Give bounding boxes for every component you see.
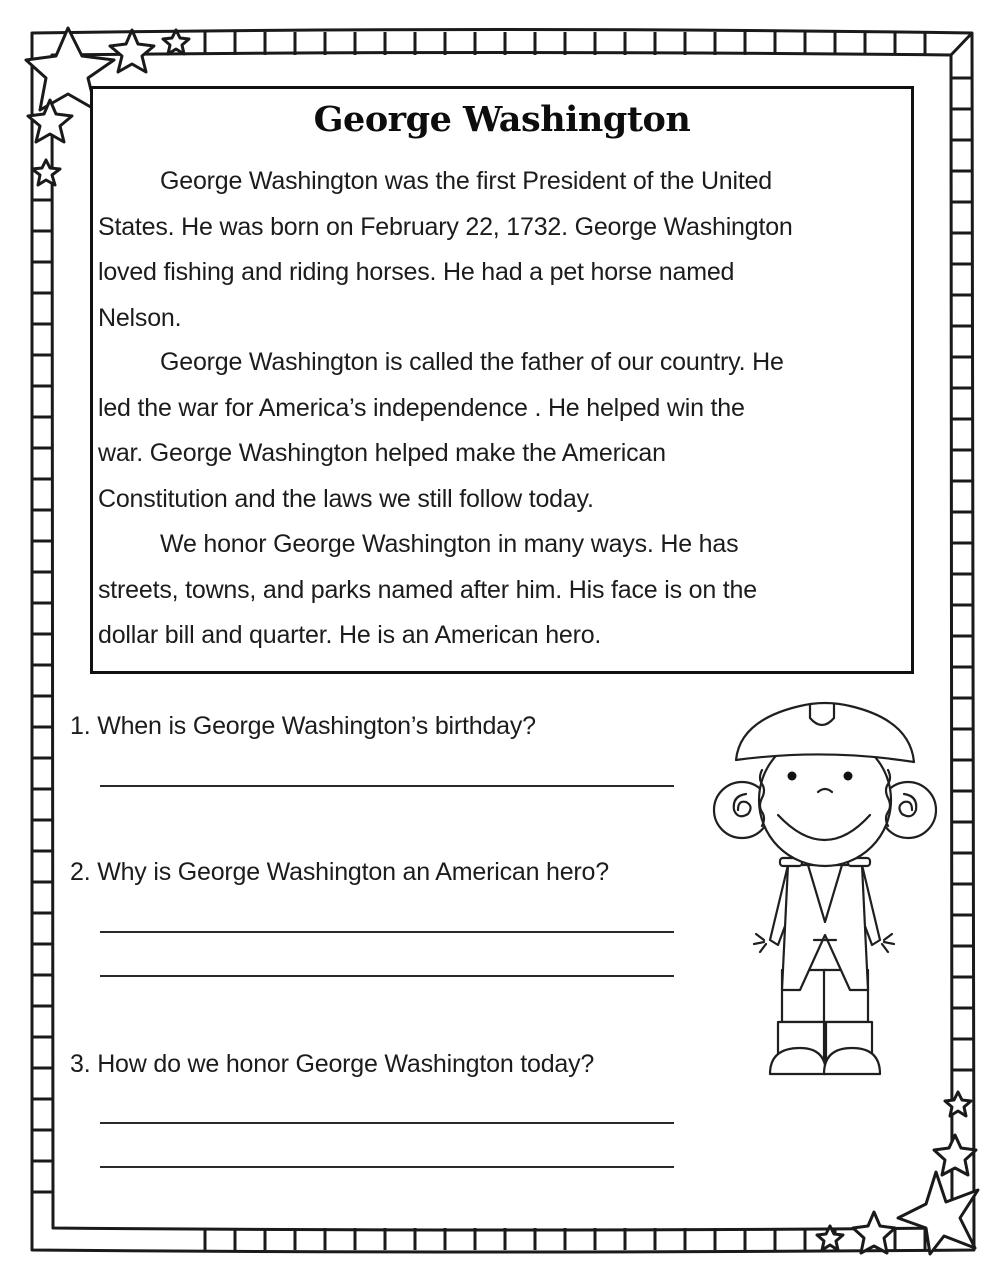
passage-line: loved fishing and riding horses. He had a pet horse named: [98, 258, 735, 286]
star-icon: [163, 30, 189, 54]
question-text: When is George Washington’s birthday?: [97, 712, 536, 740]
eye-right: [844, 772, 853, 781]
passage-line: Nelson.: [98, 303, 182, 332]
passage-paragraph-1: [98, 159, 910, 341]
passage-line: George Washington was the first President of the United: [160, 167, 773, 195]
passage-line: streets, towns, and parks named after him. His face is on the: [98, 575, 757, 604]
passage-line: war. George Washington helped make the American: [98, 439, 666, 467]
george-washington-illustration-icon: [700, 690, 950, 1090]
answer-line-3a[interactable]: [100, 1122, 674, 1124]
question-text: Why is George Washington an American hero?: [97, 858, 609, 886]
worksheet-title: George Washington: [313, 99, 691, 140]
question-number: 1.: [70, 712, 91, 740]
question-number: 3.: [70, 1050, 91, 1078]
passage-line: We honor George Washington in many ways. He has: [160, 530, 739, 558]
answer-line-1[interactable]: [100, 785, 674, 787]
passage-paragraph-3: [98, 522, 910, 659]
star-icon: [945, 1092, 971, 1116]
question-text: How do we honor George Washington today?: [97, 1050, 595, 1078]
answer-line-2b[interactable]: [100, 975, 674, 977]
question-3: [70, 1050, 594, 1079]
star-icon: [934, 1135, 976, 1175]
passage-line: Constitution and the laws we still follow today.: [98, 484, 594, 513]
question-1: [70, 712, 536, 741]
passage-line: States. He was born on February 22, 1732. George Washington: [98, 212, 793, 241]
star-icon: [32, 160, 60, 185]
answer-line-3b[interactable]: [100, 1166, 674, 1168]
star-icon: [28, 100, 72, 142]
passage-line: George Washington is called the father of our country. He: [160, 348, 784, 376]
question-number: 2.: [70, 858, 91, 886]
passage-line: dollar bill and quarter. He is an American hero.: [98, 621, 602, 649]
star-icon: [110, 30, 154, 72]
question-2: [70, 858, 609, 887]
reading-passage-box: [90, 86, 914, 674]
passage-line: led the war for America’s independence . He helped win the: [98, 393, 745, 422]
eye-left: [788, 772, 797, 781]
star-icon: [853, 1212, 895, 1253]
tricorn-hat: [736, 703, 914, 762]
passage-paragraph-2: [98, 340, 910, 522]
star-icon: [898, 1172, 978, 1254]
answer-line-2a[interactable]: [100, 931, 674, 933]
